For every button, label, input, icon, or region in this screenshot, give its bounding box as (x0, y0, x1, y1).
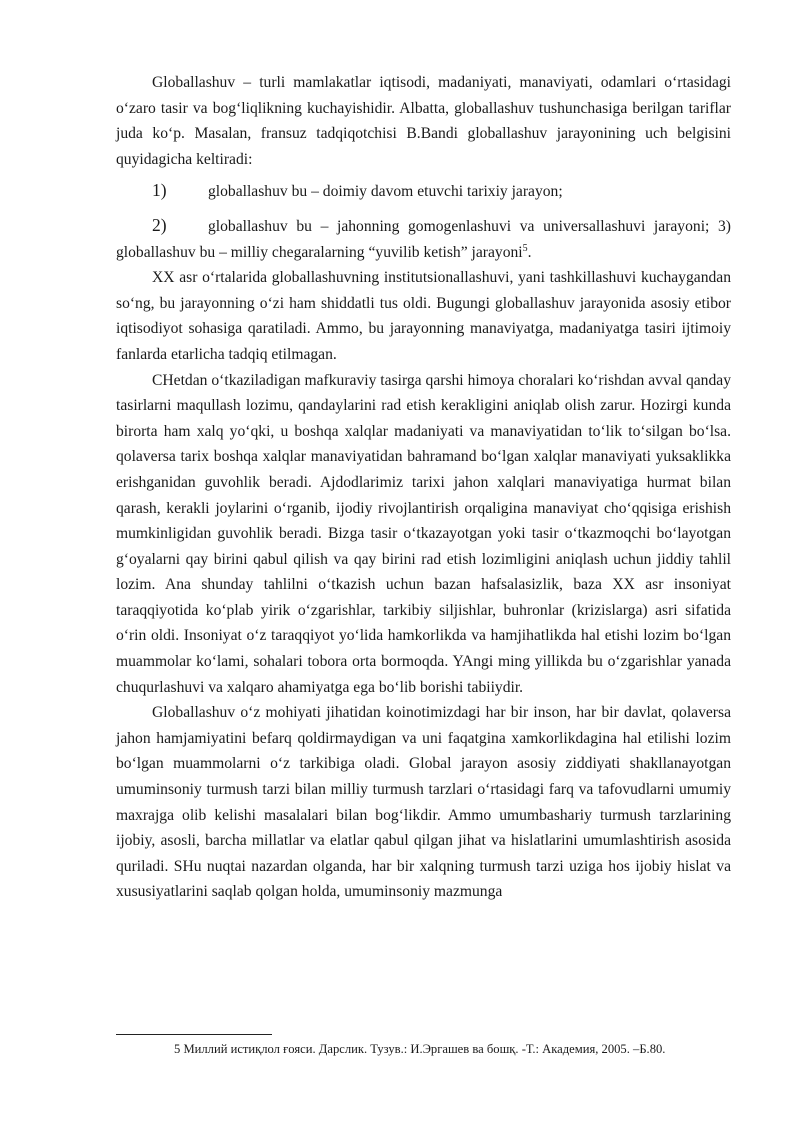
footnote-reference[interactable]: 5 (522, 242, 528, 254)
list-number-2: 2) (152, 214, 167, 235)
paragraph-institutionalization: XX asr oʻrtalarida globallashuvning institutsionallashuvi, yani tashkillashuvi kuchaygandan soʻng, bu jarayonning oʻzi ham shiddatli tus oldi. Bugungi globallashuv jarayonida asosiy etibor iqtisodiyot sohasiga qaratiladi. Ammo, bu jarayonning manaviyatga, madaniyatga tasiri ijtimoiy fanlarda etarlicha tadqiq etilmagan. (116, 269, 731, 363)
document-body (116, 70, 731, 905)
list-item-2 (116, 213, 731, 265)
list-item-2-end: . (527, 243, 532, 261)
list-item-1 (116, 178, 731, 205)
paragraph-globalization-definition: Globallashuv – turli mamlakatlar iqtisodi, madaniyati, manaviyati, odamlari oʻrtasidagi oʻzaro tasir va bogʻliqlikning kuchayishidir. Albatta, globallashuv tushunchasiga berilgan tariflar juda koʻp. Masalan, fransuz tadqiqotchisi B.Bandi globallashuv jarayonining uch belgisini quyidagicha keltiradi: (116, 74, 731, 168)
list-item-2-text: globallashuv bu – jahonning gomogenlashuvi va universallashuvi jarayoni; 3) globallashuv bu – milliy chegaralarning “yuvilib ketish” jarayoni (116, 217, 731, 261)
footnote-separator (116, 1034, 272, 1035)
list-number-1: 1) (152, 180, 167, 201)
footnote-text: 5 Миллий истиқлол ғояси. Дарслик. Тузув.: И.Эргашев ва бошқ. -Т.: Академия, 2005. –Б.80. (174, 1042, 666, 1056)
paragraph-globalization-essence: Globallashuv oʻz mohiyati jihatidan koinotimizdagi har bir inson, har bir davlat, qolaversa jahon hamjamiyatini befarq qoldirmaydigan va uni faqatgina xamkorlikdagina hal etilishi lozim boʻlgan muammolarni oʻz tarkibiga oladi. Global jarayon asosiy ziddiyati shakllanayotgan umuminsoniy turmush tarzi bilan milliy turmush tarzlari oʻrtasidagi farq va tafovudlarni umumiy maxrajga olib kelishi masalalari bilan bogʻlikdir. Ammo umumbashariy turmush tarzlarining ijobiy, asosli, barcha millatlar va elatlar qabul qilgan jihat va hislatlarini umumlashtirish asosida quriladi. SHu nuqtai nazardan olganda, har bir xalqning turmush tarzi uziga hos ijobiy hislat va xususiyatlarini saqlab qolgan holda, umuminsoniy mazmunga (116, 704, 731, 901)
paragraph-ideological-influence: CHetdan oʻtkaziladigan mafkuraviy tasirga qarshi himoya choralari koʻrishdan avval qanday tasirlarni maqullash lozimu, qandaylarini rad etish kerakligini aniqlab olish zarur. Hozirgi kunda birorta ham xalq yoʻqki, u boshqa xalqlar madaniyati va manaviyatidan toʻlik toʻsilgan boʻlsa. qolaversa tarix boshqa xalqlar manaviyatidan bahramand boʻlgan xalqlar manaviyati yuksaklikka erishganidan guvohlik beradi. Ajdodlarimiz tarixi jahon xalqlari manaviyatiga hurmat bilan qarash, kerakli joylarini oʻrganib, ijodiy rivojlantirish orqaligina manaviyat choʻqqisiga erishish mumkinligidan guvohlik beradi. Bizga tasir oʻtkazayotgan yoki tasir oʻtkazmoqchi boʻlayotgan gʻoyalarni qay birini qabul qilish va qay birini rad etish lozimligini aniqlash uchun jiddiy tahlil lozim. Ana shunday tahlilni oʻtkazish uchun bazan hafsalasizlik, baza XX asr insoniyat taraqqiyotida koʻplab yirik oʻzgarishlar, tarkibiy siljishlar, buhronlar (krizislarga) asri sifatida oʻrin oldi. Insoniyat oʻz taraqqiyot yoʻlida hamkorlikda va hamjihatlikda hal etishi lozim boʻlgan muammolar koʻlami, sohalari tobora orta bormoqda. YAngi ming yillikda bu oʻzgarishlar yanada chuqurlashuvi va xalqaro ahamiyatga ega boʻlib borishi tabiiydir. (116, 371, 731, 696)
list-item-1-text: globallashuv bu – doimiy davom etuvchi tarixiy jarayon; (208, 183, 563, 201)
